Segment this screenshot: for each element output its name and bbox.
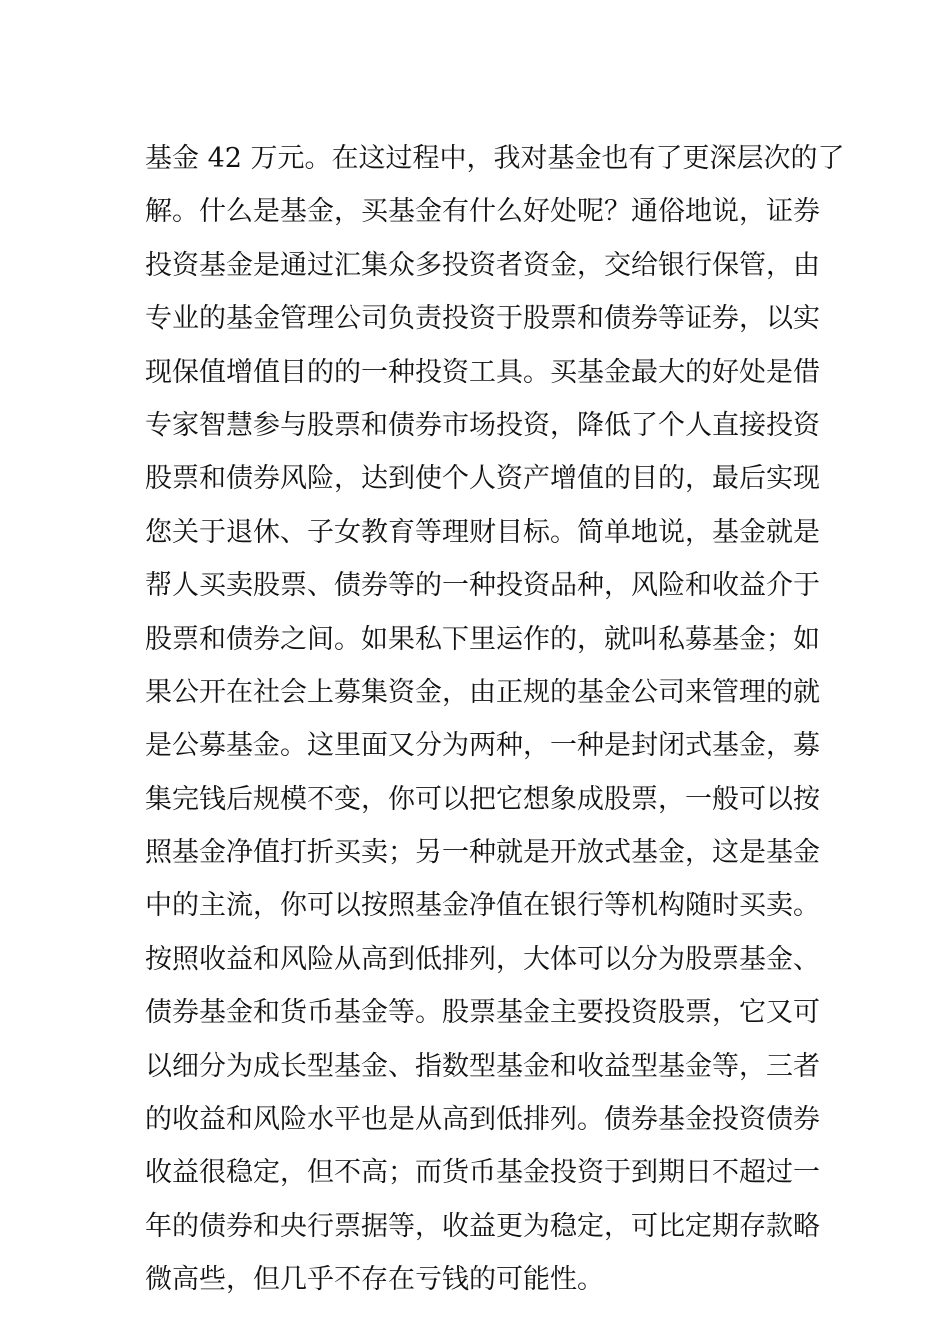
text-line: 债券基金和货币基金等。股票基金主要投资股票，它又可 <box>145 997 820 1029</box>
text-line: 中的主流，你可以按照基金净值在银行等机构随时买卖。 <box>145 890 820 922</box>
text-line: 专家智慧参与股票和债券市场投资，降低了个人直接投资 <box>145 409 820 441</box>
text-line: 的收益和风险水平也是从高到低排列。债券基金投资债券 <box>145 1104 820 1136</box>
text-line: 以细分为成长型基金、指数型基金和收益型基金等，三者 <box>145 1050 820 1082</box>
text-line: 集完钱后规模不变，你可以把它想象成股票，一般可以按 <box>145 783 820 815</box>
text-line: 收益很稳定，但不高；而货币基金投资于到期日不超过一 <box>145 1157 820 1189</box>
text-line: 帮人买卖股票、债券等的一种投资品种，风险和收益介于 <box>145 570 820 602</box>
text-line: 基金 42 万元。在这过程中，我对基金也有了更深层次的了 <box>145 143 845 174</box>
text-line: 按照收益和风险从高到低排列，大体可以分为股票基金、 <box>145 943 820 975</box>
text-line: 专业的基金管理公司负责投资于股票和债券等证券，以实 <box>145 303 820 335</box>
text-line: 是公募基金。这里面又分为两种，一种是封闭式基金，募 <box>145 730 820 762</box>
text-line: 解。什么是基金，买基金有什么好处呢？通俗地说，证券 <box>145 196 820 228</box>
text-line: 股票和债券风险，达到使个人资产增值的目的，最后实现 <box>145 463 820 495</box>
text-line: 年的债券和央行票据等，收益更为稳定，可比定期存款略 <box>145 1210 820 1242</box>
body-text <box>145 132 845 1307</box>
text-line: 微高些，但几乎不存在亏钱的可能性。 <box>145 1264 604 1296</box>
text-line: 果公开在社会上募集资金，由正规的基金公司来管理的就 <box>145 676 820 708</box>
text-line: 现保值增值目的的一种投资工具。买基金最大的好处是借 <box>145 356 820 388</box>
text-line: 照基金净值打折买卖；另一种就是开放式基金，这是基金 <box>145 837 820 869</box>
text-line: 股票和债券之间。如果私下里运作的，就叫私募基金；如 <box>145 623 820 655</box>
text-line: 投资基金是通过汇集众多投资者资金，交给银行保管，由 <box>145 249 820 281</box>
text-line: 您关于退休、子女教育等理财目标。简单地说，基金就是 <box>145 516 820 548</box>
